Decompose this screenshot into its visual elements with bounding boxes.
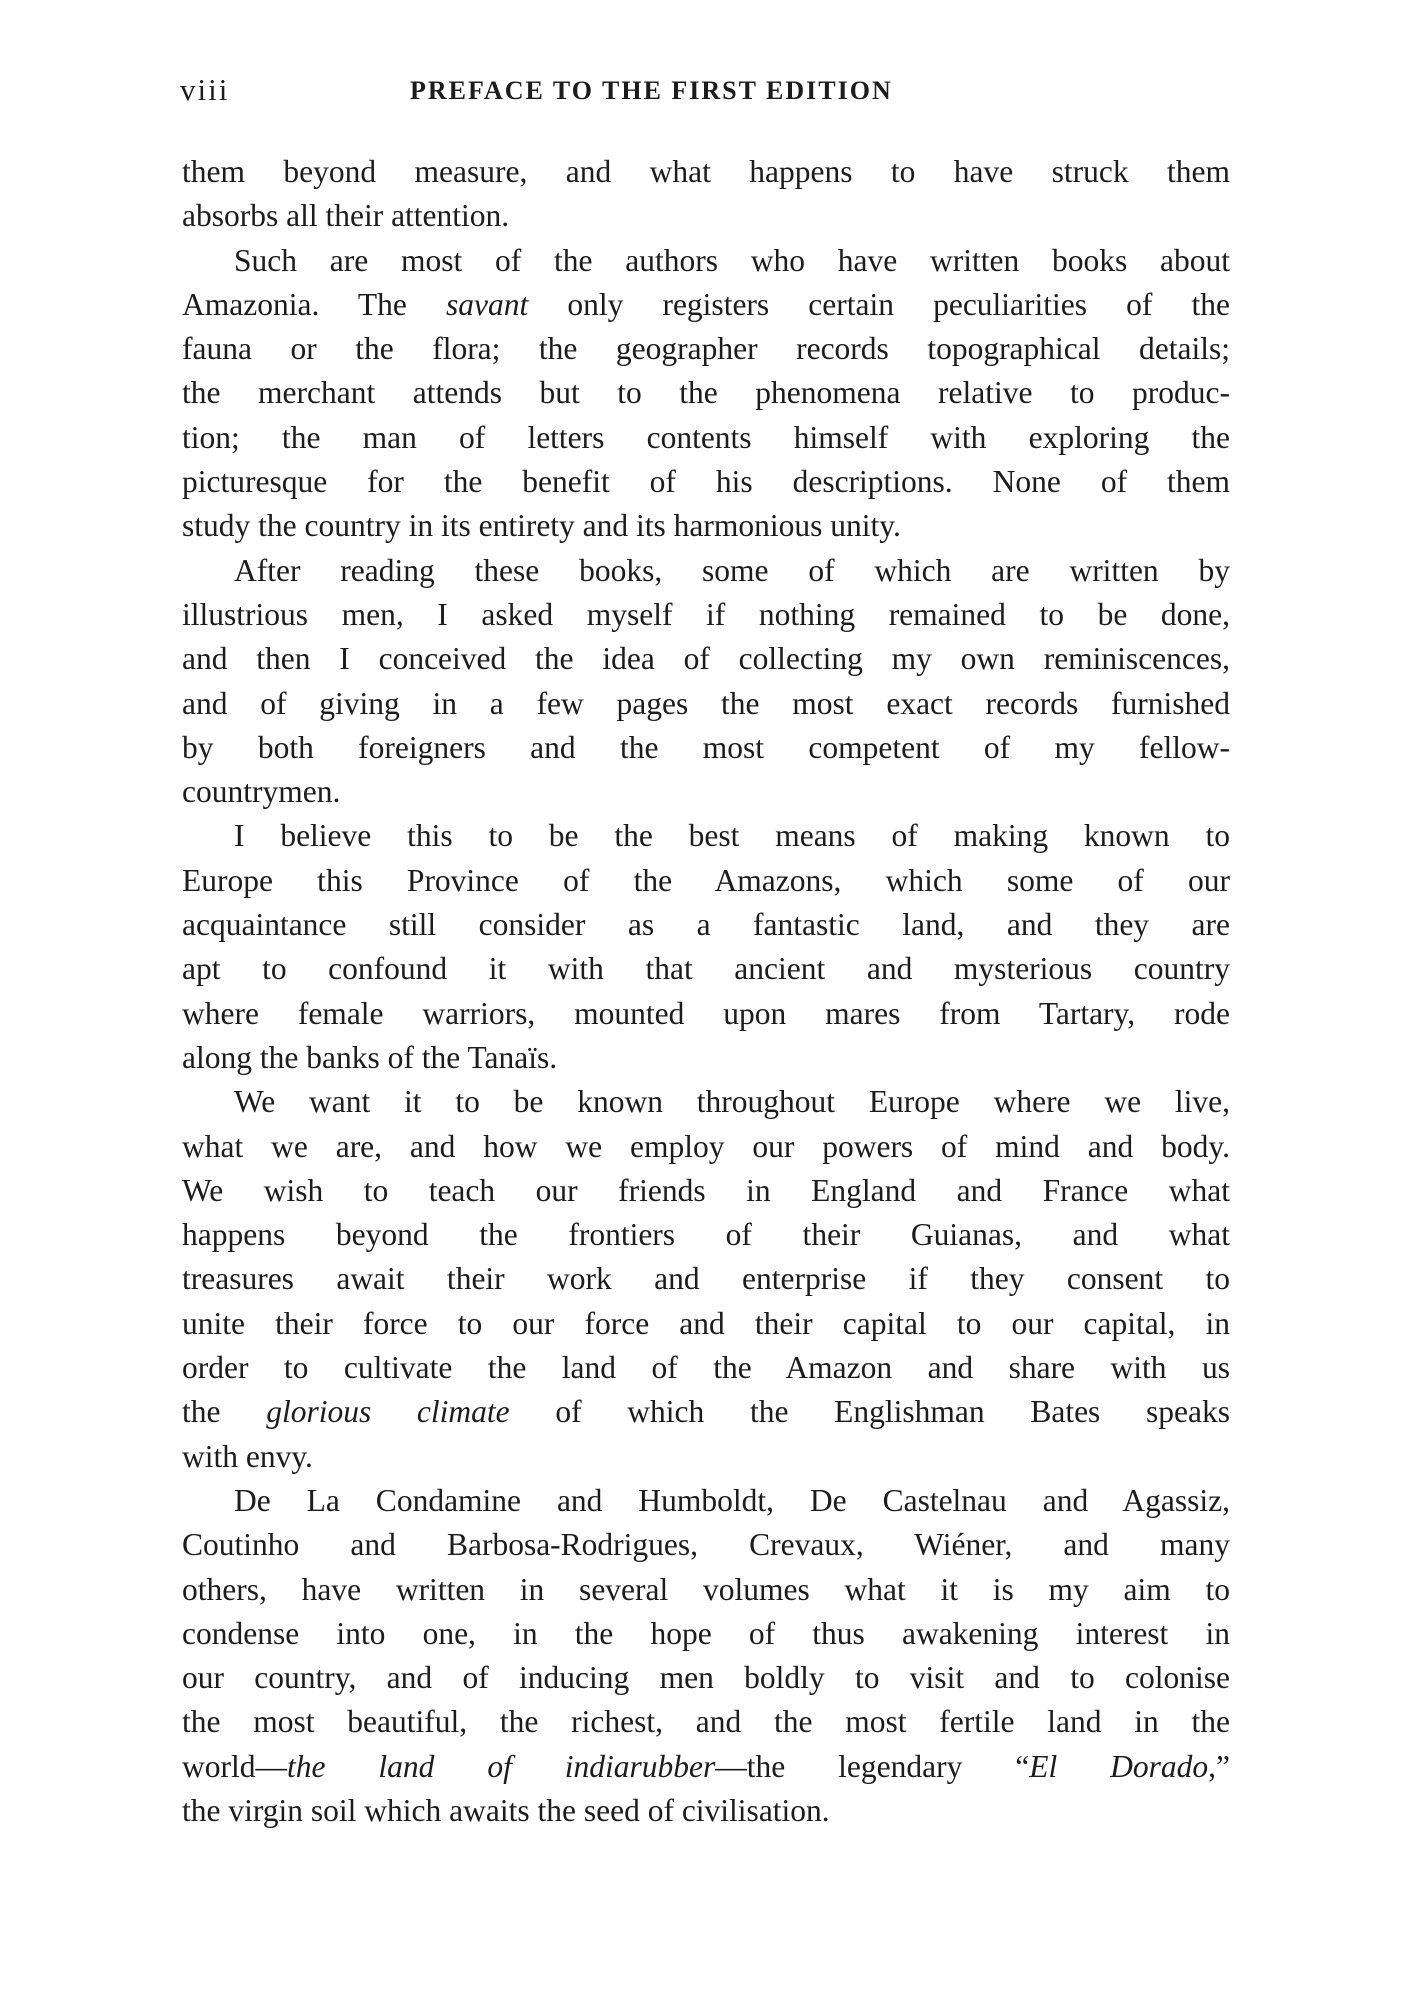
text-line: acquaintance still consider as a fantastic land, and they are bbox=[182, 907, 1230, 943]
text-line: unite their force to our force and their capital to our capital, in bbox=[182, 1305, 1230, 1341]
paragraph-5 bbox=[182, 1080, 1230, 1479]
text-line: illustrious men, I asked myself if nothing remained to be done, bbox=[182, 596, 1230, 632]
text-line: We wish to teach our friends in England and France what bbox=[182, 1172, 1230, 1208]
text-line: order to cultivate the land of the Amazon and share with us bbox=[182, 1350, 1230, 1386]
paragraph-3 bbox=[182, 549, 1230, 815]
text-line: what we are, and how we employ our powers of mind and body. bbox=[182, 1128, 1230, 1164]
text-line: with envy. bbox=[182, 1438, 313, 1474]
text-line: After reading these books, some of which are written by bbox=[234, 552, 1230, 588]
text-line: Europe this Province of the Amazons, which some of our bbox=[182, 862, 1230, 898]
text-line: others, have written in several volumes what it is my aim to bbox=[182, 1571, 1230, 1607]
page-number: viii bbox=[180, 72, 230, 107]
text-line: Coutinho and Barbosa-Rodrigues, Crevaux, Wiéner, and many bbox=[182, 1527, 1230, 1563]
text-line: where female warriors, mounted upon mares from Tartary, rode bbox=[182, 995, 1230, 1031]
text-segment: —the legendary “ bbox=[715, 1748, 1030, 1784]
text-line: tion; the man of letters contents himself with exploring the bbox=[182, 419, 1230, 455]
text-line: I believe this to be the best means of making known to bbox=[234, 818, 1230, 854]
text-line: countrymen. bbox=[182, 774, 341, 810]
italic-phrase: El Dorado bbox=[1029, 1748, 1209, 1784]
italic-phrase: glorious climate bbox=[266, 1394, 510, 1430]
text-line: absorbs all their attention. bbox=[182, 198, 510, 234]
text-line: Such are most of the authors who have written books about bbox=[234, 242, 1230, 278]
text-line bbox=[182, 283, 1230, 327]
text-segment: Amazonia. The bbox=[182, 286, 446, 322]
text-line: study the country in its entirety and its harmonious unity. bbox=[182, 508, 901, 544]
text-segment: the bbox=[182, 1394, 267, 1430]
text-line: along the banks of the Tanaïs. bbox=[182, 1039, 558, 1075]
running-title: PREFACE TO THE FIRST EDITION bbox=[410, 76, 893, 105]
page-header bbox=[180, 72, 1236, 122]
text-segment: ,” bbox=[1208, 1748, 1230, 1784]
text-line: apt to confound it with that ancient and mysterious country bbox=[182, 951, 1230, 987]
text-line: picturesque for the benefit of his descriptions. None of them bbox=[182, 464, 1230, 500]
paragraph-4 bbox=[182, 814, 1230, 1080]
paragraph-1 bbox=[182, 150, 1230, 239]
text-line: and of giving in a few pages the most exact records furnished bbox=[182, 685, 1230, 721]
text-line: the virgin soil which awaits the seed of civilisation. bbox=[182, 1792, 830, 1828]
text-line: We want it to be known throughout Europe where we live, bbox=[234, 1084, 1230, 1120]
text-line: fauna or the flora; the geographer records topographical details; bbox=[182, 331, 1230, 367]
text-line: the merchant attends but to the phenomena relative to produc- bbox=[182, 375, 1230, 411]
text-line bbox=[182, 1745, 1230, 1789]
text-line: by both foreigners and the most competent of my fellow- bbox=[182, 729, 1230, 765]
paragraph-2 bbox=[182, 239, 1230, 549]
italic-phrase: the land of indiarubber bbox=[287, 1748, 716, 1784]
text-line bbox=[182, 1390, 1230, 1434]
text-line: and then I conceived the idea of collecting my own reminiscences, bbox=[182, 641, 1230, 677]
text-segment: of which the Englishman Bates speaks bbox=[509, 1394, 1230, 1430]
body-text bbox=[182, 150, 1230, 1833]
text-segment: only registers certain peculiarities of the bbox=[528, 286, 1230, 322]
italic-word: savant bbox=[445, 286, 529, 322]
text-line: happens beyond the frontiers of their Guianas, and what bbox=[182, 1217, 1230, 1253]
text-line: treasures await their work and enterprise if they consent to bbox=[182, 1261, 1230, 1297]
text-line: condense into one, in the hope of thus awakening interest in bbox=[182, 1615, 1230, 1651]
text-line: De La Condamine and Humboldt, De Castelnau and Agassiz, bbox=[234, 1482, 1230, 1518]
paragraph-6 bbox=[182, 1479, 1230, 1833]
text-line: the most beautiful, the richest, and the most fertile land in the bbox=[182, 1704, 1230, 1740]
text-line: them beyond measure, and what happens to have struck them bbox=[182, 154, 1230, 189]
text-segment: world— bbox=[182, 1748, 287, 1784]
text-line: our country, and of inducing men boldly to visit and to colonise bbox=[182, 1660, 1230, 1696]
